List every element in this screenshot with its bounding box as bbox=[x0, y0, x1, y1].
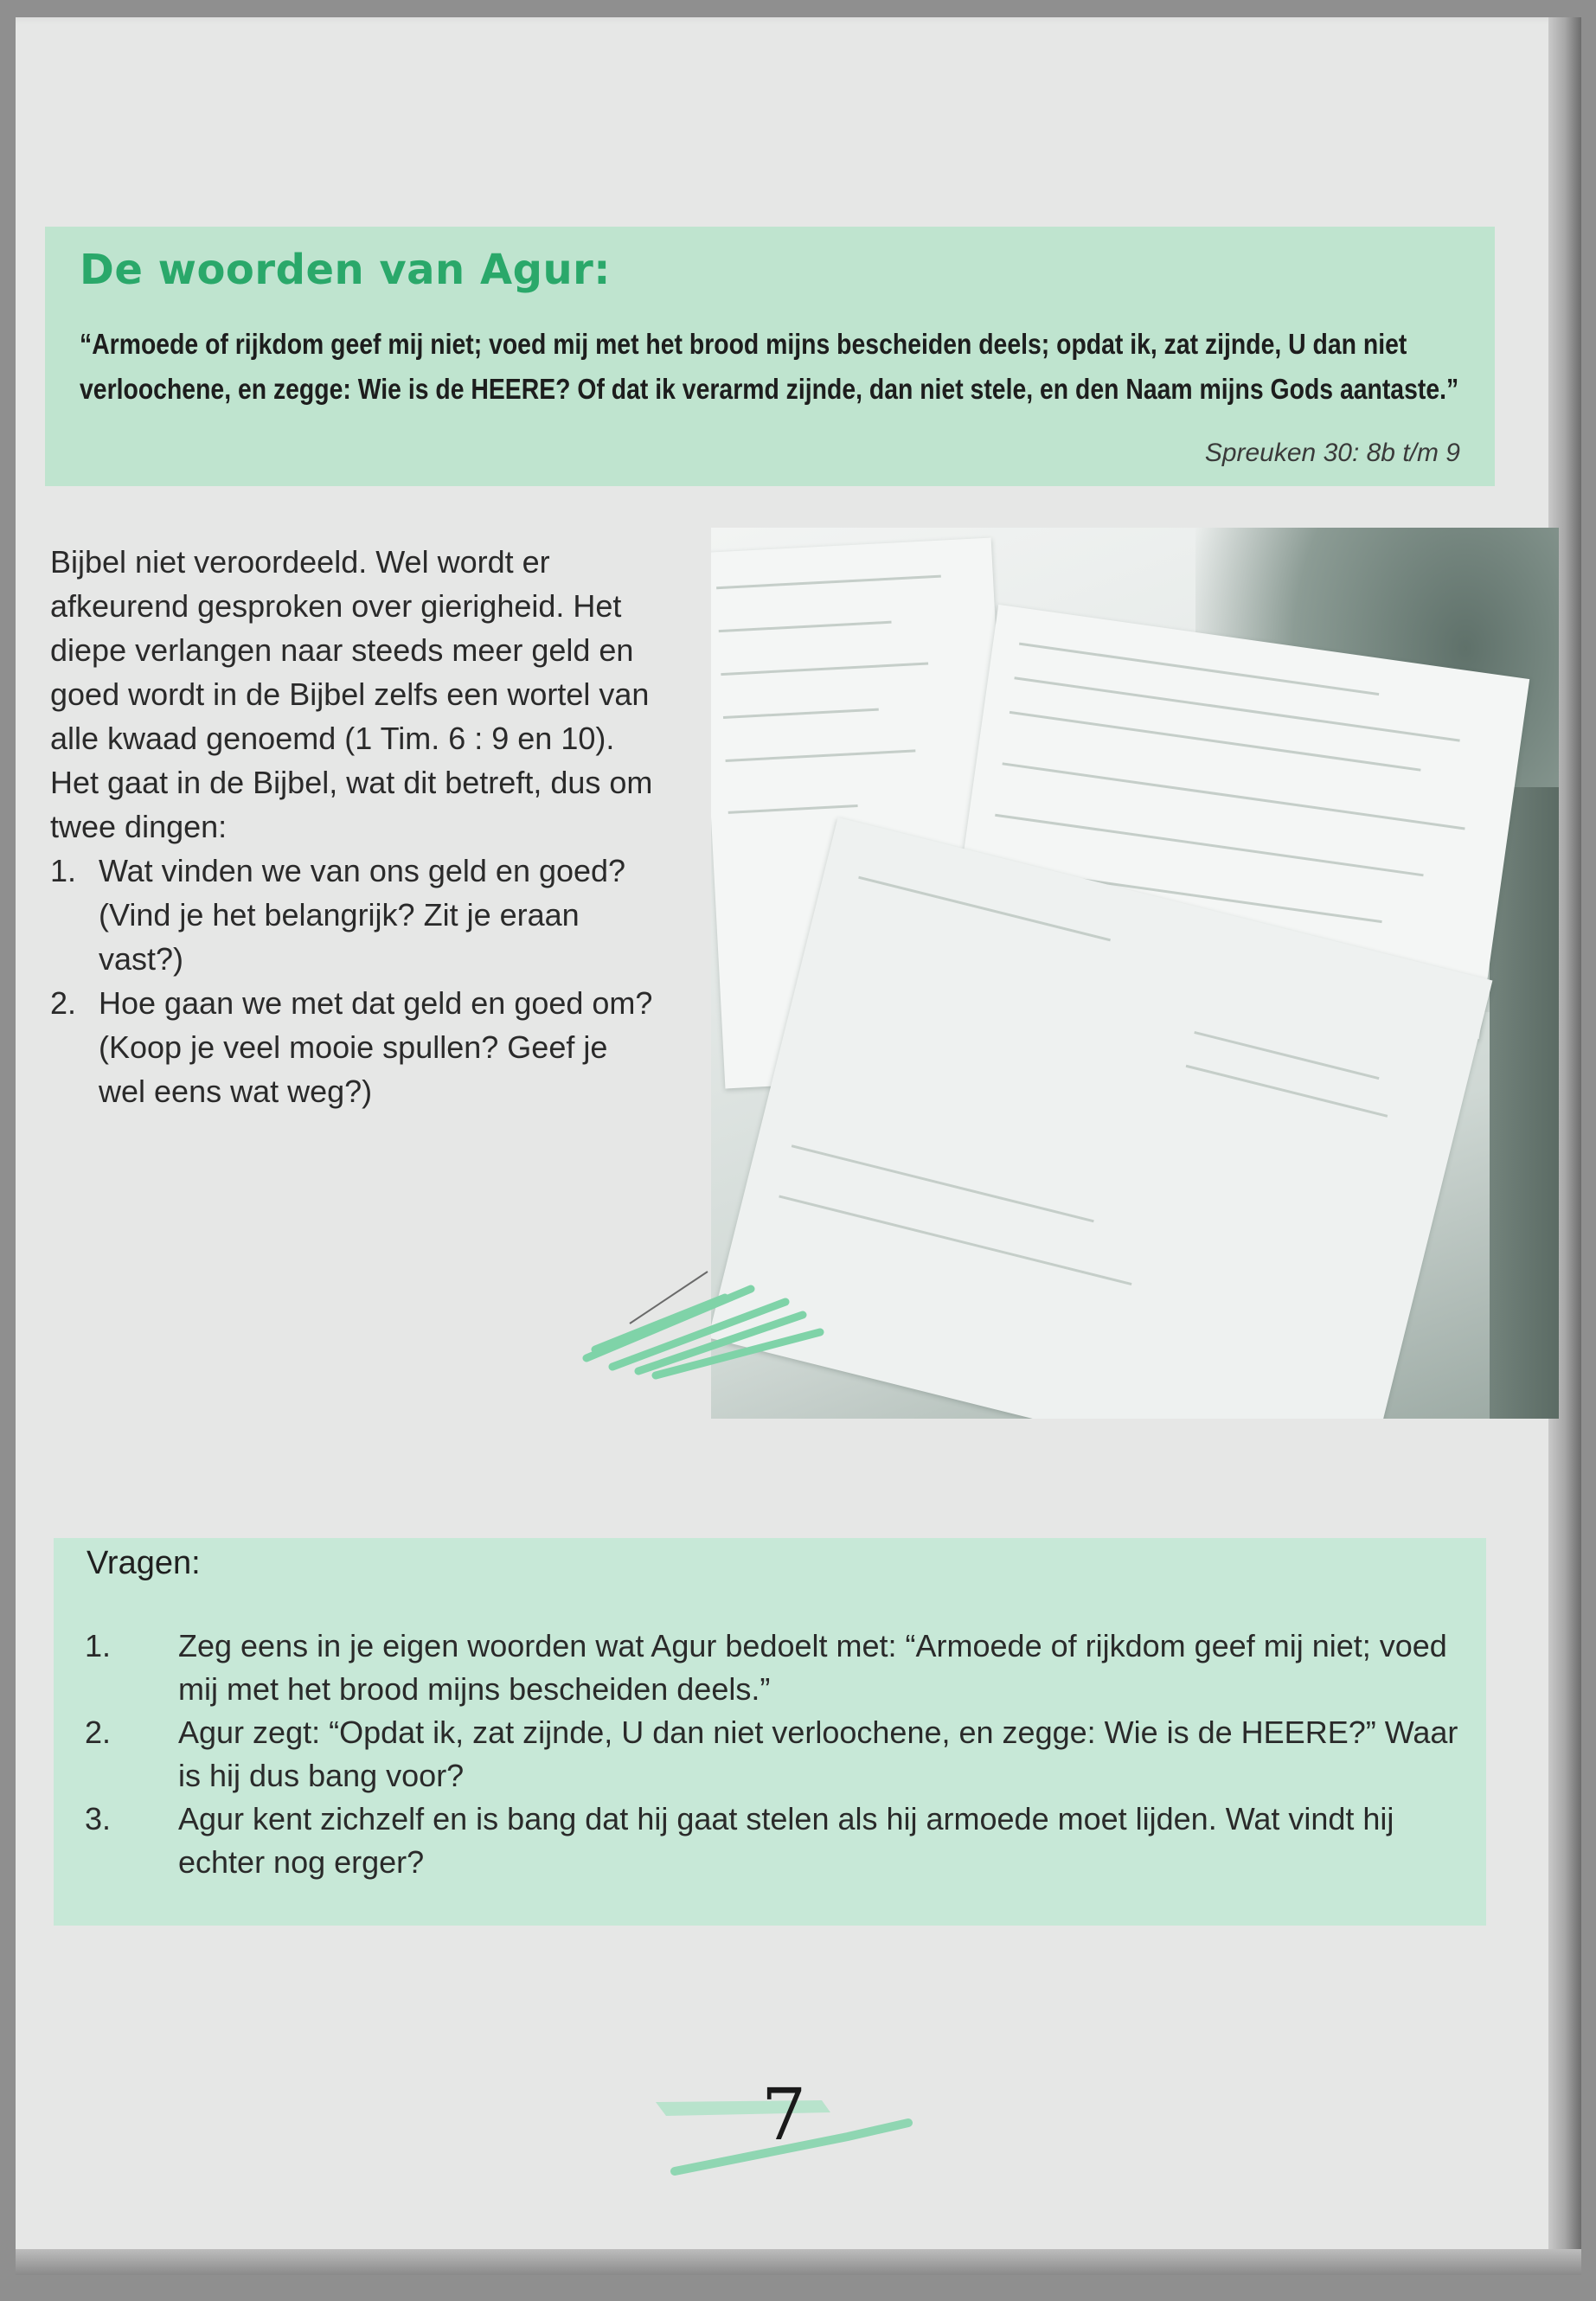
body-list bbox=[50, 849, 656, 1113]
question-text: Agur zegt: “Opdat ik, zat zijnde, U dan niet verloochene, en zegge: Wie is de HEERE?” Waar is hij dus bang voor? bbox=[178, 1715, 1458, 1793]
body-paragraph-1: Bijbel niet veroordeeld. Wel wordt er afkeurend gesproken over gierigheid. Het diepe verlangen naar steeds meer geld en goed wordt in de Bijbel zelfs een wortel van alle kwaad genoemd (1 Tim. 6 : 9 en 10). bbox=[50, 544, 650, 756]
body-text bbox=[50, 540, 656, 1113]
list-item-text: Hoe gaan we met dat geld en goed om? (Koop je veel mooie spullen? Geef je wel eens wat weg?) bbox=[99, 985, 653, 1109]
list-item bbox=[50, 849, 656, 981]
question-number: 1. bbox=[85, 1628, 112, 1663]
list-item bbox=[50, 981, 656, 1113]
green-scribble-decoration bbox=[578, 1254, 855, 1384]
question-text: Zeg eens in je eigen woorden wat Agur bedoelt met: “Armoede of rijkdom geef mij niet; voed mij met het brood mijns bescheiden deels.” bbox=[178, 1628, 1447, 1707]
list-item-text: Wat vinden we van ons geld en goed? (Vind je het belangrijk? Zit je eraan vast?) bbox=[99, 853, 626, 977]
body-paragraph-2: Het gaat in de Bijbel, wat dit betreft, dus om twee dingen: bbox=[50, 765, 653, 844]
list-item-number: 1. bbox=[50, 853, 77, 888]
list-item bbox=[85, 1625, 1460, 1711]
page-edge bbox=[16, 2249, 1581, 2275]
quote-box bbox=[45, 227, 1495, 486]
page-number: 7 bbox=[761, 2074, 807, 2157]
list-item bbox=[85, 1798, 1460, 1884]
quote-title: De woorden van Agur: bbox=[80, 246, 611, 294]
question-number: 3. bbox=[85, 1801, 112, 1836]
questions-title: Vragen: bbox=[87, 1545, 201, 1581]
questions-box bbox=[54, 1538, 1486, 1926]
quote-text: “Armoede of rijkdom geef mij niet; voed mij met het brood mijns bescheiden deels; opdat ik, zat zijnde, U dan niet verloochene, en zegge: Wie is de HEERE? Of dat ik verarmd zijnde, dan niet stele, en den Naam mijns Gods aantaste.” bbox=[80, 328, 1459, 405]
list-item bbox=[85, 1711, 1460, 1798]
list-item-number: 2. bbox=[50, 985, 77, 1021]
question-text: Agur kent zichzelf en is bang dat hij gaat stelen als hij armoede moet lijden. Wat vindt hij echter nog erger? bbox=[178, 1801, 1394, 1880]
quote-reference: Spreuken 30: 8b t/m 9 bbox=[1204, 439, 1460, 467]
question-number: 2. bbox=[85, 1715, 112, 1750]
questions-list bbox=[85, 1625, 1460, 1884]
